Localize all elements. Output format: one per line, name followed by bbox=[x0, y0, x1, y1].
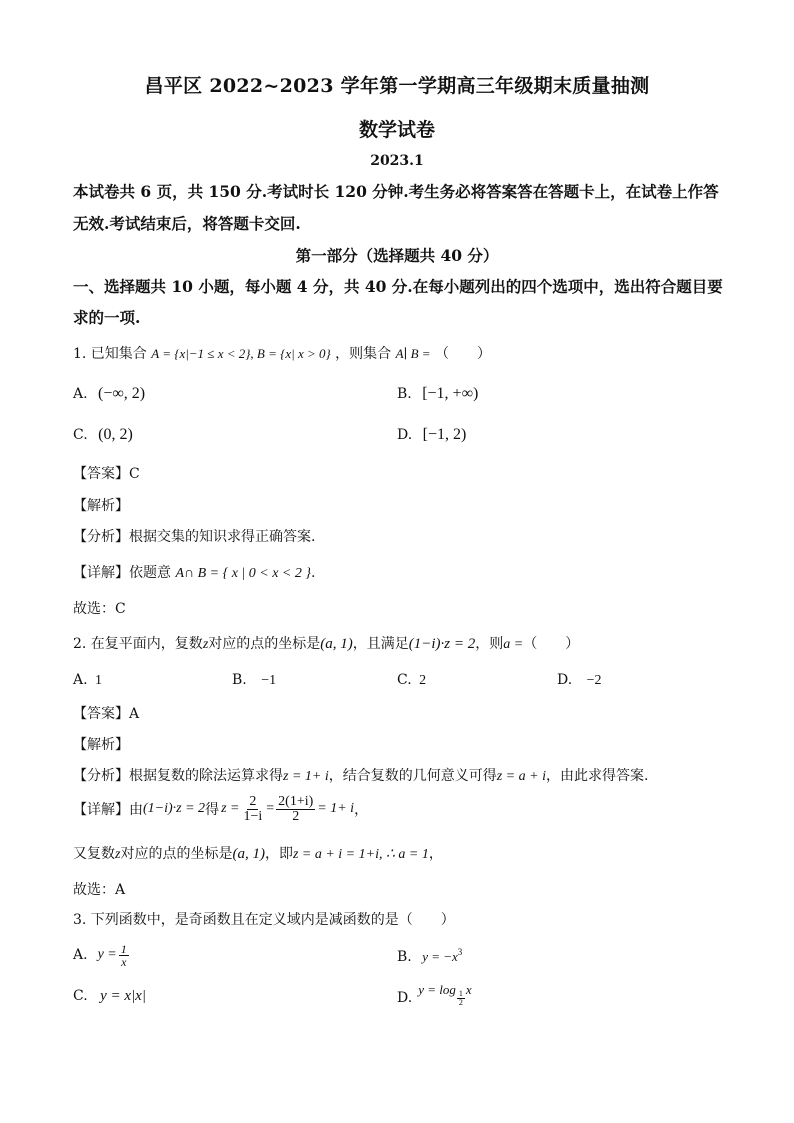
instructions-line-2: 无效.考试结束后，将答题卡交回. bbox=[73, 214, 301, 233]
q2-stem: 2. 在复平面内，复数z对应的点的坐标是(a, 1)，且满足(1−i)·z = 2，则a =（ ） bbox=[73, 636, 580, 652]
q2-answer: 【答案】A bbox=[73, 706, 140, 722]
q2-detail-fraction-1: $\frac{2}{1-i}$ bbox=[243, 793, 263, 824]
q3-option-d-log-base: $\frac{1}{2}$ bbox=[458, 989, 463, 1007]
q3-option-a: A. y = $\frac{1}{x}$ bbox=[73, 941, 127, 969]
exam-date: 2023.1 bbox=[370, 153, 424, 169]
q2-option-d: D. −2 bbox=[557, 672, 602, 688]
q1-fenxi: 【分析】根据交集的知识求得正确答案. bbox=[73, 529, 316, 545]
exam-subject: 数学试卷 bbox=[358, 119, 435, 141]
q3-option-c: C. y = x|x| bbox=[73, 988, 146, 1004]
part1-intro-line-2: 求的一项. bbox=[73, 308, 141, 327]
instructions-line-1: 本试卷共 6 页，共 150 分.考试时长 120 分钟.考生务必将答案答在答题卡上，在试卷上作答 bbox=[73, 182, 719, 201]
q1-option-a: A. (−∞, 2) bbox=[73, 385, 146, 402]
q1-choose: 故选：C bbox=[73, 601, 126, 617]
q3-option-b: B. $y = -x^3$ bbox=[397, 947, 463, 965]
exam-title: 昌平区 2022~2023 学年第一学期高三年级期末质量抽测 bbox=[144, 75, 650, 97]
q2-choose: 故选：A bbox=[73, 882, 126, 898]
q2-option-a: A. 1 bbox=[73, 672, 103, 688]
q1-set-expr: A = {x|−1 ≤ x < 2}, B = {x| x > 0} bbox=[151, 346, 331, 361]
q3-option-a-fraction: $\frac{1}{x}$ bbox=[120, 941, 127, 969]
q3-stem: 3. 下列函数中，是奇函数且在定义域内是减函数的是（ ） bbox=[73, 912, 455, 928]
q2-option-b: B. −1 bbox=[232, 672, 277, 688]
q1-stem-mid: ，则集合 bbox=[335, 346, 392, 362]
q1-option-d: D. [−1, 2) bbox=[397, 426, 467, 443]
q2-option-c: C. 2 bbox=[397, 672, 427, 688]
q2-detail-line-2: 又复数z对应的点的坐标是(a, 1)，即z = a + i = 1+i, ∴ a = 1， bbox=[73, 846, 443, 862]
part1-intro-line-1: 一、选择题共 10 小题，每小题 4 分，共 40 分.在每小题列出的四个选项中，选出符合题目要 bbox=[73, 277, 723, 296]
q1-detail: 【详解】依题意 A∩ B = { x | 0 < x < 2 }. bbox=[73, 565, 316, 581]
q1-analysis-tag: 【解析】 bbox=[73, 498, 129, 514]
q1-answer: 【答案】C bbox=[73, 466, 140, 482]
q1-op-expr: A∣ B = bbox=[395, 346, 431, 361]
q1-option-c: C. (0, 2) bbox=[73, 426, 133, 443]
q2-detail-fraction-2: $\frac{2(1+i)}{2}$ bbox=[278, 793, 314, 824]
q3-option-d: D. y = log $\frac{1}{2}$ x bbox=[397, 982, 472, 1007]
q2-analysis-tag: 【解析】 bbox=[73, 737, 129, 753]
q1-option-b: B. [−1, +∞) bbox=[397, 385, 479, 402]
q1-stem-pre: 1. 已知集合 bbox=[73, 346, 147, 362]
q1-stem bbox=[73, 344, 491, 364]
q2-fenxi: 【分析】根据复数的除法运算求得z = 1+ i，结合复数的几何意义可得z = a + i，由此求得答案. bbox=[73, 768, 649, 784]
part1-heading: 第一部分（选择题共 40 分） bbox=[295, 246, 499, 265]
q1-stem-post: （ ） bbox=[434, 346, 491, 362]
q2-detail: 【详解】 由 (1−i)·z = 2 得 z = $\frac{2}{1-i}$ = $\frac{2(1+i)}{2}$ = 1+ i ， bbox=[73, 793, 369, 824]
